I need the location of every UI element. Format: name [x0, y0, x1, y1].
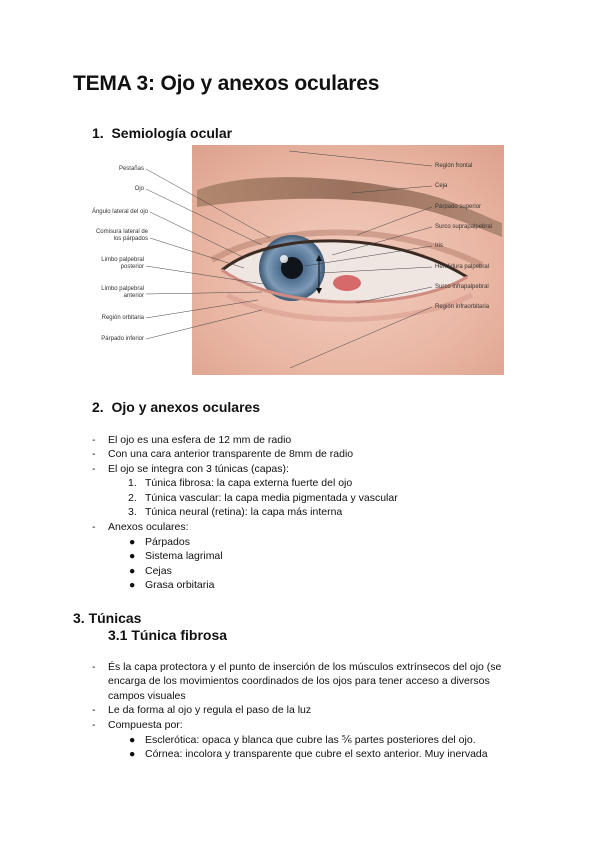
- label-comisura-lateral-2: los párpados: [113, 236, 148, 242]
- label-limbo-posterior-2: posterior: [120, 264, 144, 270]
- list-item: Le da forma al ojo y regula el paso de la luz: [108, 704, 312, 716]
- section-2-title: Ojo y anexos oculares: [111, 399, 261, 415]
- section-3-heading: 3. Túnicas: [73, 610, 142, 626]
- dash-marker: -: [92, 463, 96, 475]
- bullet-marker: ●: [129, 536, 136, 548]
- list-item: Túnica neural (retina): la capa más interna: [145, 506, 343, 518]
- bullet-marker: ●: [129, 734, 136, 746]
- list-item: Sistema lagrimal: [145, 550, 223, 562]
- bullet-marker: ●: [129, 748, 136, 760]
- bullet-marker: ●: [129, 579, 136, 591]
- bullet-marker: ●: [129, 550, 136, 562]
- label-surco-suprapalpebral: Surco suprapalpebral: [435, 224, 493, 230]
- list-item-continuation: campos visuales: [108, 690, 186, 702]
- dash-marker: -: [92, 434, 96, 446]
- label-parpado-inferior: Párpado inferior: [101, 336, 144, 342]
- list-item: Cejas: [145, 565, 172, 577]
- list-item: Compuesta por:: [108, 719, 183, 731]
- label-limbo-anterior-1: Limbo palpebral: [101, 286, 144, 292]
- label-ojo: Ojo: [134, 186, 144, 192]
- list-item: El ojo es una esfera de 12 mm de radio: [108, 434, 292, 446]
- label-region-frontal: Región frontal: [435, 163, 473, 169]
- list-item: Esclerótica: opaca y blanca que cubre las ⅚ partes posteriores del ojo.: [145, 734, 476, 746]
- section-2-heading: [92, 399, 260, 415]
- list-item: Túnica fibrosa: la capa externa fuerte del ojo: [145, 477, 353, 489]
- list-item: Con una cara anterior transparente de 8mm de radio: [108, 448, 354, 460]
- list-item: Grasa orbitaria: [145, 579, 215, 591]
- number-marker: 2.: [128, 492, 137, 504]
- section-1-heading: [92, 125, 232, 141]
- label-iris: Iris: [435, 243, 443, 249]
- anexos-label: Anexos oculares:: [108, 521, 189, 533]
- label-limbo-posterior-1: Limbo palpebral: [101, 257, 144, 263]
- label-limbo-anterior-2: anterior: [123, 293, 144, 299]
- list-item: Túnica vascular: la capa media pigmentada y vascular: [145, 492, 398, 504]
- dash-marker: -: [92, 521, 96, 533]
- list-item: És la capa protectora y el punto de inserción de los músculos extrínsecos del ojo (se: [108, 661, 502, 673]
- dash-marker: -: [92, 719, 96, 731]
- list-item-continuation: encarga de los movimientos coordinados de los ojos para tener acceso a diversos: [108, 675, 490, 687]
- page-title: TEMA 3: Ojo y anexos oculares: [73, 72, 380, 95]
- label-ceja: Ceja: [435, 183, 448, 189]
- dash-marker: -: [92, 704, 96, 716]
- label-surco-infrapalpebral: Surco infrapalpebral: [435, 284, 489, 290]
- dash-marker: -: [92, 661, 96, 673]
- list-item: El ojo se integra con 3 túnicas (capas):: [108, 463, 289, 475]
- section-1-number: 1.: [92, 125, 104, 141]
- label-angulo-lateral: Ángulo lateral del ojo: [91, 209, 148, 215]
- label-parpado-superior: Párpado superior: [435, 204, 482, 210]
- label-comisura-lateral-1: Comisura lateral de: [95, 229, 148, 235]
- list-item: Córnea: incolora y transparente que cubre el sexto anterior. Muy inervada: [145, 748, 488, 760]
- label-hendidura-palpebral: Hendidura palpebral: [435, 264, 490, 270]
- eye-anatomy-photo: [192, 145, 504, 375]
- number-marker: 3.: [128, 506, 137, 518]
- section-3-1-heading: 3.1 Túnica fibrosa: [108, 627, 228, 643]
- eye-illustration: [192, 145, 504, 375]
- section-2-number: 2.: [92, 399, 104, 415]
- section-1-title: Semiología ocular: [111, 125, 233, 141]
- number-marker: 1.: [128, 477, 137, 489]
- label-pestanas: Pestañas: [118, 166, 144, 172]
- label-region-orbitaria: Región orbitaria: [101, 315, 144, 321]
- dash-marker: -: [92, 448, 96, 460]
- bullet-marker: ●: [129, 565, 136, 577]
- label-region-infraorbitaria: Región infraorbitaria: [435, 304, 490, 310]
- list-item: Párpados: [145, 536, 190, 548]
